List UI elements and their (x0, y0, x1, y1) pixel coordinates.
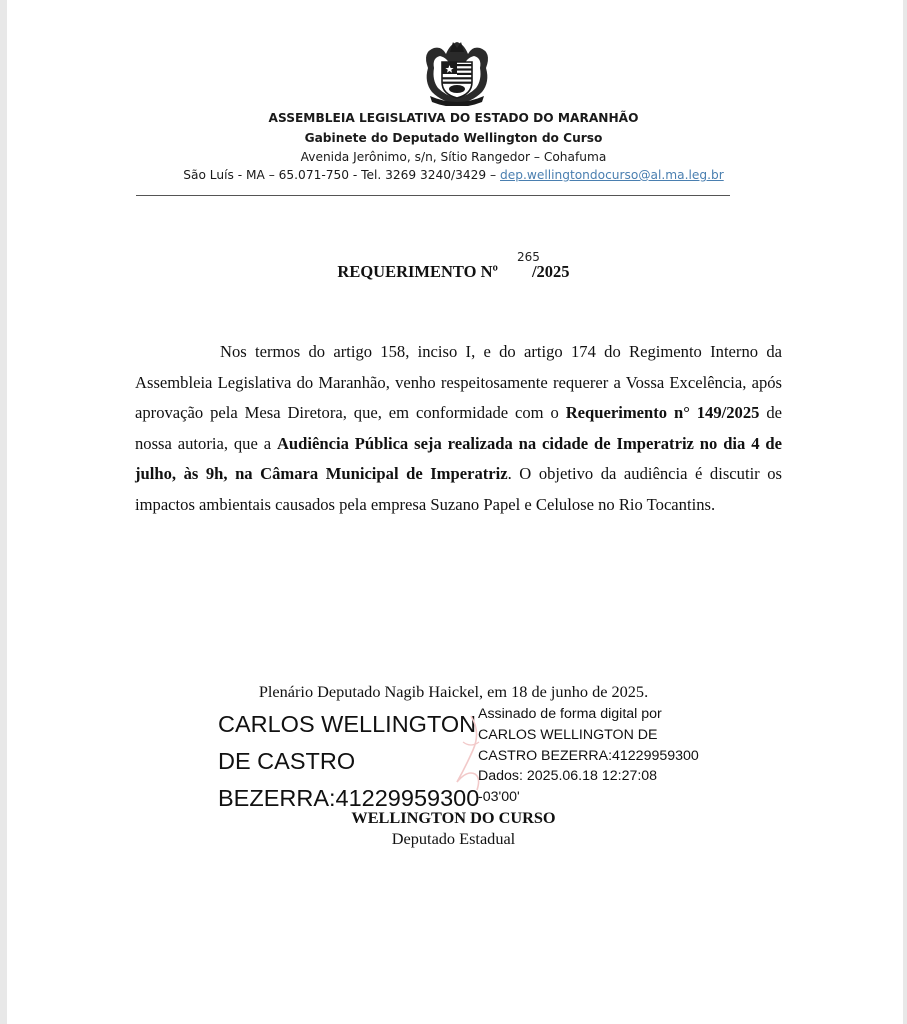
city-phone: São Luís - MA – 65.071-750 - Tel. 3269 3240/3429 – (183, 168, 501, 182)
office-name: Gabinete do Deputado Wellington do Curso (304, 131, 603, 145)
maranhao-coat-of-arms-icon (420, 38, 494, 106)
hearing-details: Audiência Pública seja realizada na cidade de Imperatriz no dia 4 de julho, às 9h, na Câmara Municipal de Imperatriz (135, 433, 782, 484)
title-suffix: /2025 (531, 262, 570, 281)
header-divider (136, 195, 730, 196)
address: Avenida Jerônimo, s/n, Sítio Rangedor – Cohafuma (300, 150, 607, 164)
signature-details: Assinado de forma digital por CARLOS WELLINGTON DE CASTRO BEZERRA:41229959300 Dados: 2025.06.18 12:27:08 -03'00' (478, 706, 699, 806)
place-date: Plenário Deputado Nagib Haickel, em 18 de junho de 2025. (258, 682, 649, 701)
body-paragraph: Nos termos do artigo 158, inciso I, e do artigo 174 do Regimento Interno da Assembleia Legislativa do Maranhão, venho respeitosamente requerer a Vossa Excelência, após aprovação pela Mesa Diretora, que, em conformidade com o Requerimento n° 149/2025 de nossa autoria, que a Audiência Pública seja realizada na cidade de Imperatriz no dia 4 de julho, às 9h, na Câmara Municipal de Imperatriz. O objetivo da audiência é discutir os impactos ambientais causados pela empresa Suzano Papel e Celulose no Rio Tocantins. (135, 342, 782, 514)
signer-name: CARLOS WELLINGTON DE CASTRO BEZERRA:41229959300 (218, 711, 480, 811)
email-link[interactable]: dep.wellingtondocurso@al.ma.leg.br (500, 168, 724, 182)
document-body (135, 337, 782, 521)
reference-requirement: Requerimento n° 149/2025 (565, 403, 760, 423)
document-title (0, 262, 907, 282)
title-prefix: REQUERIMENTO Nº (337, 262, 498, 281)
contact-line (0, 168, 907, 182)
signatory-name: WELLINGTON DO CURSO (351, 808, 556, 827)
requirement-number: 265 (517, 250, 540, 264)
signatory-role: Deputado Estadual (391, 829, 516, 848)
institution-name: ASSEMBLEIA LEGISLATIVA DO ESTADO DO MARANHÃO (268, 111, 639, 125)
